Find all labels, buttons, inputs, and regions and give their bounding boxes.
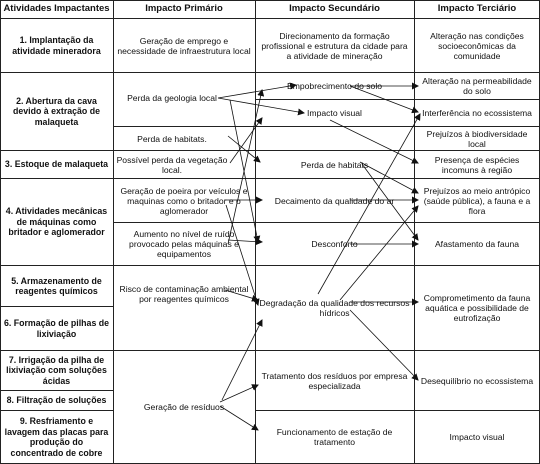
primary-impact-cell: Geração de resíduos bbox=[143, 402, 225, 412]
tertiary-impact-cell: Presença de espécies incomuns à região bbox=[434, 154, 520, 175]
header-primary: Impacto Primário bbox=[145, 2, 223, 14]
secondary-impact-cell: Desconforto bbox=[311, 239, 358, 249]
tertiary-impact-cell: Alteração nas condições socioeconômicas da comunidade bbox=[430, 30, 524, 61]
activity-cell: 8. Filtração de soluções bbox=[6, 395, 107, 406]
header-tertiary: Impacto Terciário bbox=[437, 2, 517, 14]
primary-impact-cell: Geração de emprego e necessidade de infraestrutura local bbox=[117, 35, 251, 56]
primary-impact-cell: Risco de contaminação ambiental por reagentes químicos bbox=[119, 284, 249, 304]
activity-cell: 5. Armazenamento de reagentes químicos bbox=[11, 275, 102, 296]
tertiary-impact-cell: Alteração na permeabilidade do solo bbox=[422, 76, 532, 96]
primary-impact-cell: Perda da geologia local bbox=[127, 93, 217, 103]
primary-impact-cell: Possível perda da vegetação local. bbox=[116, 154, 228, 175]
tertiary-impact-cell: Prejuízos à biodiversidade local bbox=[426, 128, 528, 149]
activity-cell: 4. Atividades mecânicas de máquinas como britador e aglomerador bbox=[5, 206, 108, 238]
secondary-impact-cell: Empobrecimento do solo bbox=[286, 81, 383, 91]
secondary-impact-cell: Funcionamento de estação de tratamento bbox=[276, 427, 393, 447]
primary-impact-cell: Aumento no nível de ruído provocado pelas máquinas e equipamentos bbox=[129, 229, 239, 259]
tertiary-impact-cell: Impacto visual bbox=[449, 432, 505, 442]
primary-impact-cell: Geração de poeira por veículos e maquinas como o britador e o aglomerador bbox=[120, 185, 248, 216]
secondary-impact-cell: Decaimento da qualidade do ar bbox=[274, 195, 395, 206]
activity-cell: 2. Abertura da cava devido à extração de malaqueta bbox=[12, 95, 101, 127]
secondary-impact-cell: Degradação da qualidade dos recursos hídricos bbox=[259, 298, 410, 318]
tertiary-impact-cell: Comprometimento da fauna aquática e possibilidade de eutrofização bbox=[423, 293, 531, 323]
activity-cell: 9. Resfriamento e lavagem das placas para produção do concentrado de cobre bbox=[4, 416, 109, 458]
activity-cell: 1. Implantação da atividade mineradora bbox=[12, 35, 101, 56]
activity-cell: 7. Irrigação da pilha de lixiviação com soluções ácidas bbox=[6, 354, 107, 386]
header-activities: Atividades Impactantes bbox=[3, 2, 110, 14]
tertiary-impact-cell: Prejuízos ao meio antrópico (saúde pública), a fauna e a flora bbox=[423, 185, 531, 216]
activity-cell: 6. Formação de pilhas de lixiviação bbox=[3, 318, 110, 339]
secondary-impact-cell: Tratamento dos resíduos por empresa especializada bbox=[261, 370, 408, 391]
tertiary-impact-cell: Afastamento da fauna bbox=[434, 239, 520, 249]
secondary-impact-cell: Impacto visual bbox=[307, 108, 362, 118]
secondary-impact-cell: Perda de habitats bbox=[300, 159, 369, 170]
tertiary-impact-cell: Interferência no ecossistema bbox=[422, 108, 532, 118]
primary-impact-cell: Perda de habitats. bbox=[137, 133, 207, 144]
header-secondary: Impacto Secundário bbox=[289, 2, 380, 14]
activity-cell: 3. Estoque de malaqueta bbox=[4, 159, 109, 170]
tertiary-impact-cell: Desequilíbrio no ecossistema bbox=[420, 375, 534, 386]
secondary-impact-cell: Direcionamento da formação profissional e estrutura da cidade para a atividade de mineração bbox=[261, 30, 408, 61]
